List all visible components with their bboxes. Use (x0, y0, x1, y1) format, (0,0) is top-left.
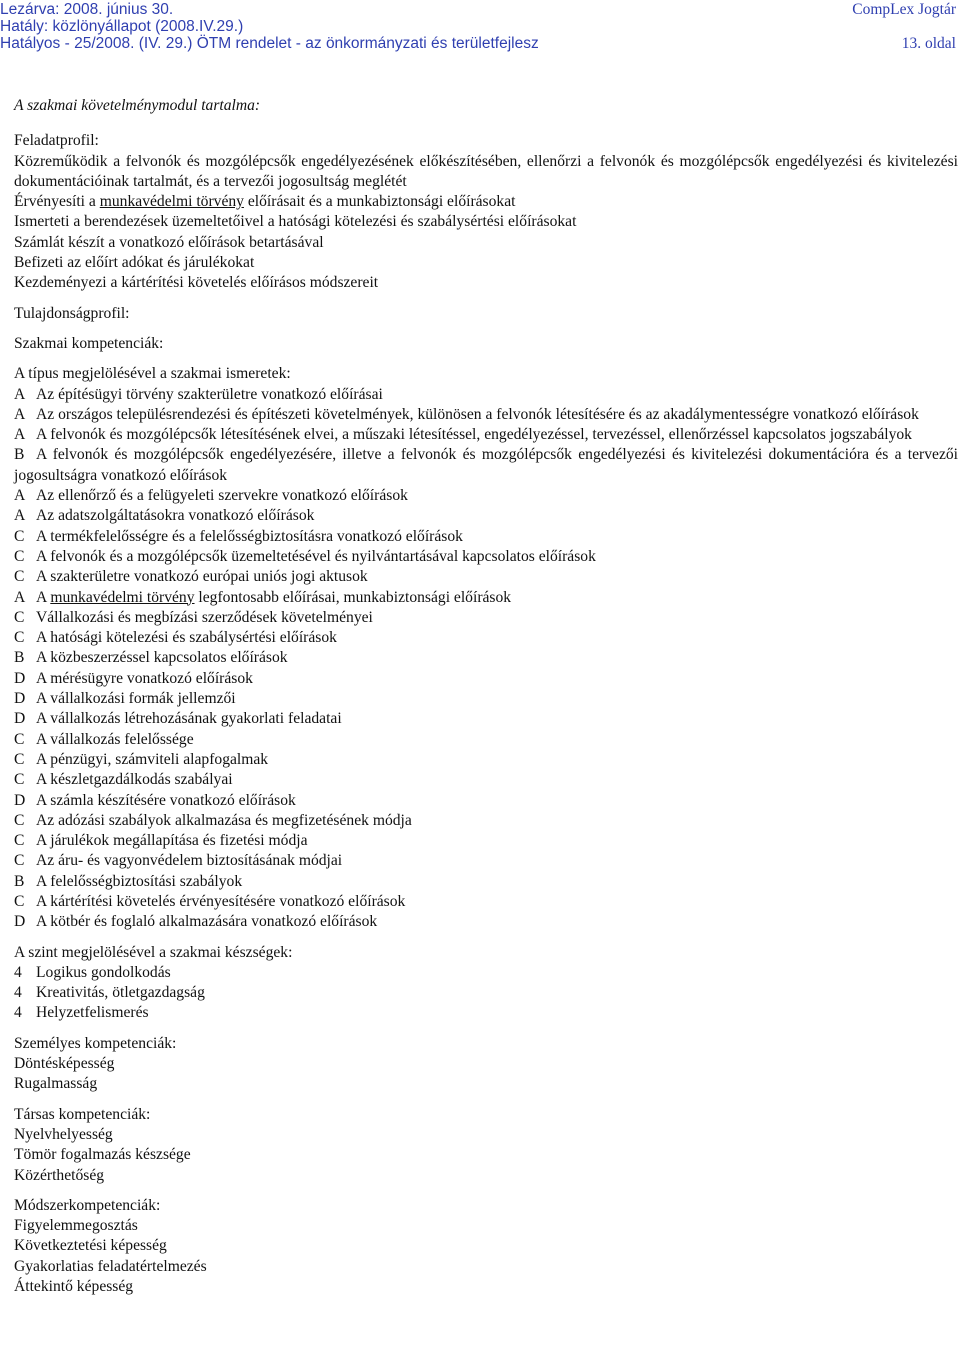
knowledge-item (14, 831, 958, 851)
header-status: Hatály: közlönyállapot (2008.IV.29.) (0, 18, 244, 35)
knowledge-type: C (14, 892, 25, 910)
method-item: Gyakorlatias feladatértelmezés (14, 1257, 207, 1275)
knowledge-type: C (14, 608, 25, 626)
knowledge-type: A (14, 588, 26, 606)
knowledge-item (14, 892, 958, 912)
knowledge-item (14, 385, 958, 405)
page-header (0, 0, 960, 58)
knowledge-text: A felvonók és mozgólépcsők engedélyezésére, illetve a felvonók és mozgólépcsők engedélyezési és kivitelezési dokumentációra és a tervezői jogosultságra vonatkozó előírások (14, 446, 958, 484)
knowledge-text: A kötbér és foglaló alkalmazására vonatkozó előírások (36, 913, 378, 931)
knowledge-text: A kártérítési követelés érvényesítésére vonatkozó előírások (36, 892, 406, 910)
knowledge-text: A vállalkozás létrehozásának gyakorlati feladatai (36, 710, 342, 728)
knowledge-item (14, 912, 958, 932)
personal-item: Döntésképesség (14, 1055, 115, 1073)
skill-text: Helyzetfelismerés (36, 1004, 149, 1022)
skill-text: Logikus gondolkodás (36, 963, 171, 981)
knowledge-type: C (14, 852, 25, 870)
property-profile-label: Tulajdonságprofil: (14, 304, 130, 322)
knowledge-item (14, 689, 958, 709)
knowledge-item (14, 851, 958, 871)
knowledge-item (14, 445, 958, 486)
knowledge-text: A készletgazdálkodás szabályai (36, 771, 233, 789)
knowledge-type: A (14, 487, 26, 505)
knowledge-type: B (14, 872, 25, 890)
knowledge-text: A járulékok megállapítása és fizetési módja (36, 832, 308, 850)
knowledge-text: A hatósági kötelezési és szabálysértési előírások (36, 629, 337, 647)
knowledge-text: Az áru- és vagyonvédelem biztosításának módjai (36, 852, 343, 870)
knowledge-text: A mérésügyre vonatkozó előírások (36, 669, 253, 687)
knowledge-type: C (14, 832, 25, 850)
knowledge-item (14, 730, 958, 750)
header-brand: CompLex Jogtár (852, 1, 956, 18)
skill-level: 4 (14, 1004, 22, 1022)
personal-item: Rugalmasság (14, 1075, 98, 1093)
knowledge-item (14, 791, 958, 811)
knowledge-text: A közbeszerzéssel kapcsolatos előírások (36, 649, 288, 667)
knowledge-item (14, 750, 958, 770)
task-item: Kezdeményezi a kártérítési követelés előírásos módszereit (14, 274, 379, 292)
knowledge-text: A szakterületre vonatkozó európai uniós jogi aktusok (36, 568, 368, 586)
skills-label: A szint megjelölésével a szakmai készségek: (14, 943, 293, 961)
knowledge-item: A A munkavédelmi törvény legfontosabb előírásai, munkabiztonsági előírások (14, 588, 958, 608)
knowledge-item (14, 405, 958, 425)
knowledge-type: A (14, 385, 26, 403)
knowledge-type: C (14, 771, 25, 789)
knowledge-item (14, 709, 958, 729)
knowledge-type: D (14, 913, 26, 931)
module-title: A szakmai követelménymodul tartalma: (14, 97, 261, 114)
knowledge-type: C (14, 629, 25, 647)
social-item: Tömör fogalmazás készsége (14, 1146, 191, 1164)
knowledge-text: legfontosabb előírásai, munkabiztonsági előírások (194, 588, 512, 606)
skill-item (14, 983, 958, 1003)
header-regulation: Hatályos - 25/2008. (IV. 29.) ÖTM rendelet - az önkormányzati és területfejlesz (0, 35, 539, 52)
professional-label: Szakmai kompetenciák: (14, 334, 164, 352)
knowledge-item (14, 506, 958, 526)
task-item: Befizeti az előírt adókat és járulékokat (14, 254, 255, 272)
knowledge-item (14, 527, 958, 547)
method-item: Figyelemmegosztás (14, 1217, 138, 1235)
knowledge-text: Az országos településrendezési és építészeti követelmények, különösen a felvonók létesítésére és az akadálymentességre vonatkozó előírások (36, 405, 919, 423)
law-link[interactable]: munkavédelmi törvény (50, 588, 195, 606)
knowledge-type: C (14, 811, 25, 829)
task-profile-label: Feladatprofil: (14, 132, 99, 150)
method-item: Áttekintő képesség (14, 1278, 134, 1296)
knowledge-item (14, 608, 958, 628)
knowledge-type: C (14, 568, 25, 586)
knowledge-item (14, 547, 958, 567)
knowledge-item (14, 486, 958, 506)
knowledge-type: D (14, 669, 26, 687)
knowledge-type: D (14, 791, 26, 809)
header-closed-date: Lezárva: 2008. június 30. (0, 1, 174, 18)
knowledge-text: Az adatszolgáltatásokra vonatkozó előírások (36, 507, 315, 525)
skills-list (14, 963, 958, 1024)
knowledge-label: A típus megjelölésével a szakmai ismeretek: (14, 365, 291, 383)
method-item: Következtetési képesség (14, 1237, 167, 1255)
knowledge-text: A termékfelelősségre és a felelősségbiztosításra vonatkozó előírások (36, 527, 463, 545)
knowledge-type: C (14, 750, 25, 768)
skill-item (14, 963, 958, 983)
knowledge-type: A (14, 405, 26, 423)
knowledge-text: Az építésügyi törvény szakterületre vonatkozó előírásai (36, 385, 383, 403)
knowledge-type: B (14, 446, 25, 464)
knowledge-type: C (14, 547, 25, 565)
knowledge-text: A vállalkozás felelőssége (36, 730, 194, 748)
knowledge-text: Az adózási szabályok alkalmazása és megfizetésének módja (36, 811, 412, 829)
knowledge-text: A felvonók és a mozgólépcsők üzemeltetésével és nyilvántartásával kapcsolatos előírások (36, 547, 596, 565)
knowledge-text: A felvonók és mozgólépcsők létesítésének elvei, a műszaki létesítéssel, engedélyezéssel, tervezéssel, ellenőrzéssel kapcsolatos jogszabályok (36, 426, 912, 444)
document-body (14, 96, 958, 1297)
knowledge-type: C (14, 527, 25, 545)
knowledge-text: Vállalkozási és megbízási szerződések követelményei (36, 608, 373, 626)
knowledge-text: A számla készítésére vonatkozó előírások (36, 791, 296, 809)
knowledge-item (14, 425, 958, 445)
knowledge-item (14, 628, 958, 648)
social-item: Közérthetőség (14, 1166, 105, 1184)
knowledge-item (14, 648, 958, 668)
knowledge-item (14, 770, 958, 790)
task-item: Közreműködik a felvonók és mozgólépcsők engedélyezésének előkészítésében, ellenőrzi a felvonók és mozgólépcsők engedélyezési és kivitelezési dokumentációinak tartalmát, és a tervezői jogosultság meglétét (14, 152, 958, 190)
knowledge-item (14, 811, 958, 831)
skill-text: Kreativitás, ötletgazdagság (36, 984, 205, 1002)
law-link[interactable]: munkavédelmi törvény (99, 193, 244, 211)
header-page-number: 13. oldal (901, 35, 956, 52)
knowledge-item (14, 872, 958, 892)
knowledge-text: A felelősségbiztosítási szabályok (36, 872, 243, 890)
knowledge-item (14, 669, 958, 689)
knowledge-type: C (14, 730, 25, 748)
knowledge-type: A (14, 507, 26, 525)
task-item: Érvényesíti a munkavédelmi törvény előírásait és a munkabiztonsági előírásokat (14, 193, 516, 211)
social-item: Nyelvhelyesség (14, 1125, 113, 1143)
knowledge-type: B (14, 649, 25, 667)
knowledge-text: A vállalkozási formák jellemzői (36, 690, 236, 708)
task-item: Ismerteti a berendezések üzemeltetőivel a hatósági kötelezési és szabálysértési előírásokat (14, 213, 577, 231)
task-item: Számlát készít a vonatkozó előírások betartásával (14, 233, 324, 251)
knowledge-type: D (14, 690, 26, 708)
social-label: Társas kompetenciák: (14, 1105, 151, 1123)
skill-level: 4 (14, 963, 22, 981)
knowledge-text: Az ellenőrző és a felügyeleti szervekre vonatkozó előírások (36, 487, 408, 505)
personal-label: Személyes kompetenciák: (14, 1034, 177, 1052)
skill-level: 4 (14, 984, 22, 1002)
method-label: Módszerkompetenciák: (14, 1196, 161, 1214)
knowledge-type: A (14, 426, 26, 444)
knowledge-text: A pénzügyi, számviteli alapfogalmak (36, 750, 269, 768)
knowledge-item (14, 567, 958, 587)
knowledge-list (14, 385, 958, 933)
skill-item (14, 1003, 958, 1023)
knowledge-type: D (14, 710, 26, 728)
